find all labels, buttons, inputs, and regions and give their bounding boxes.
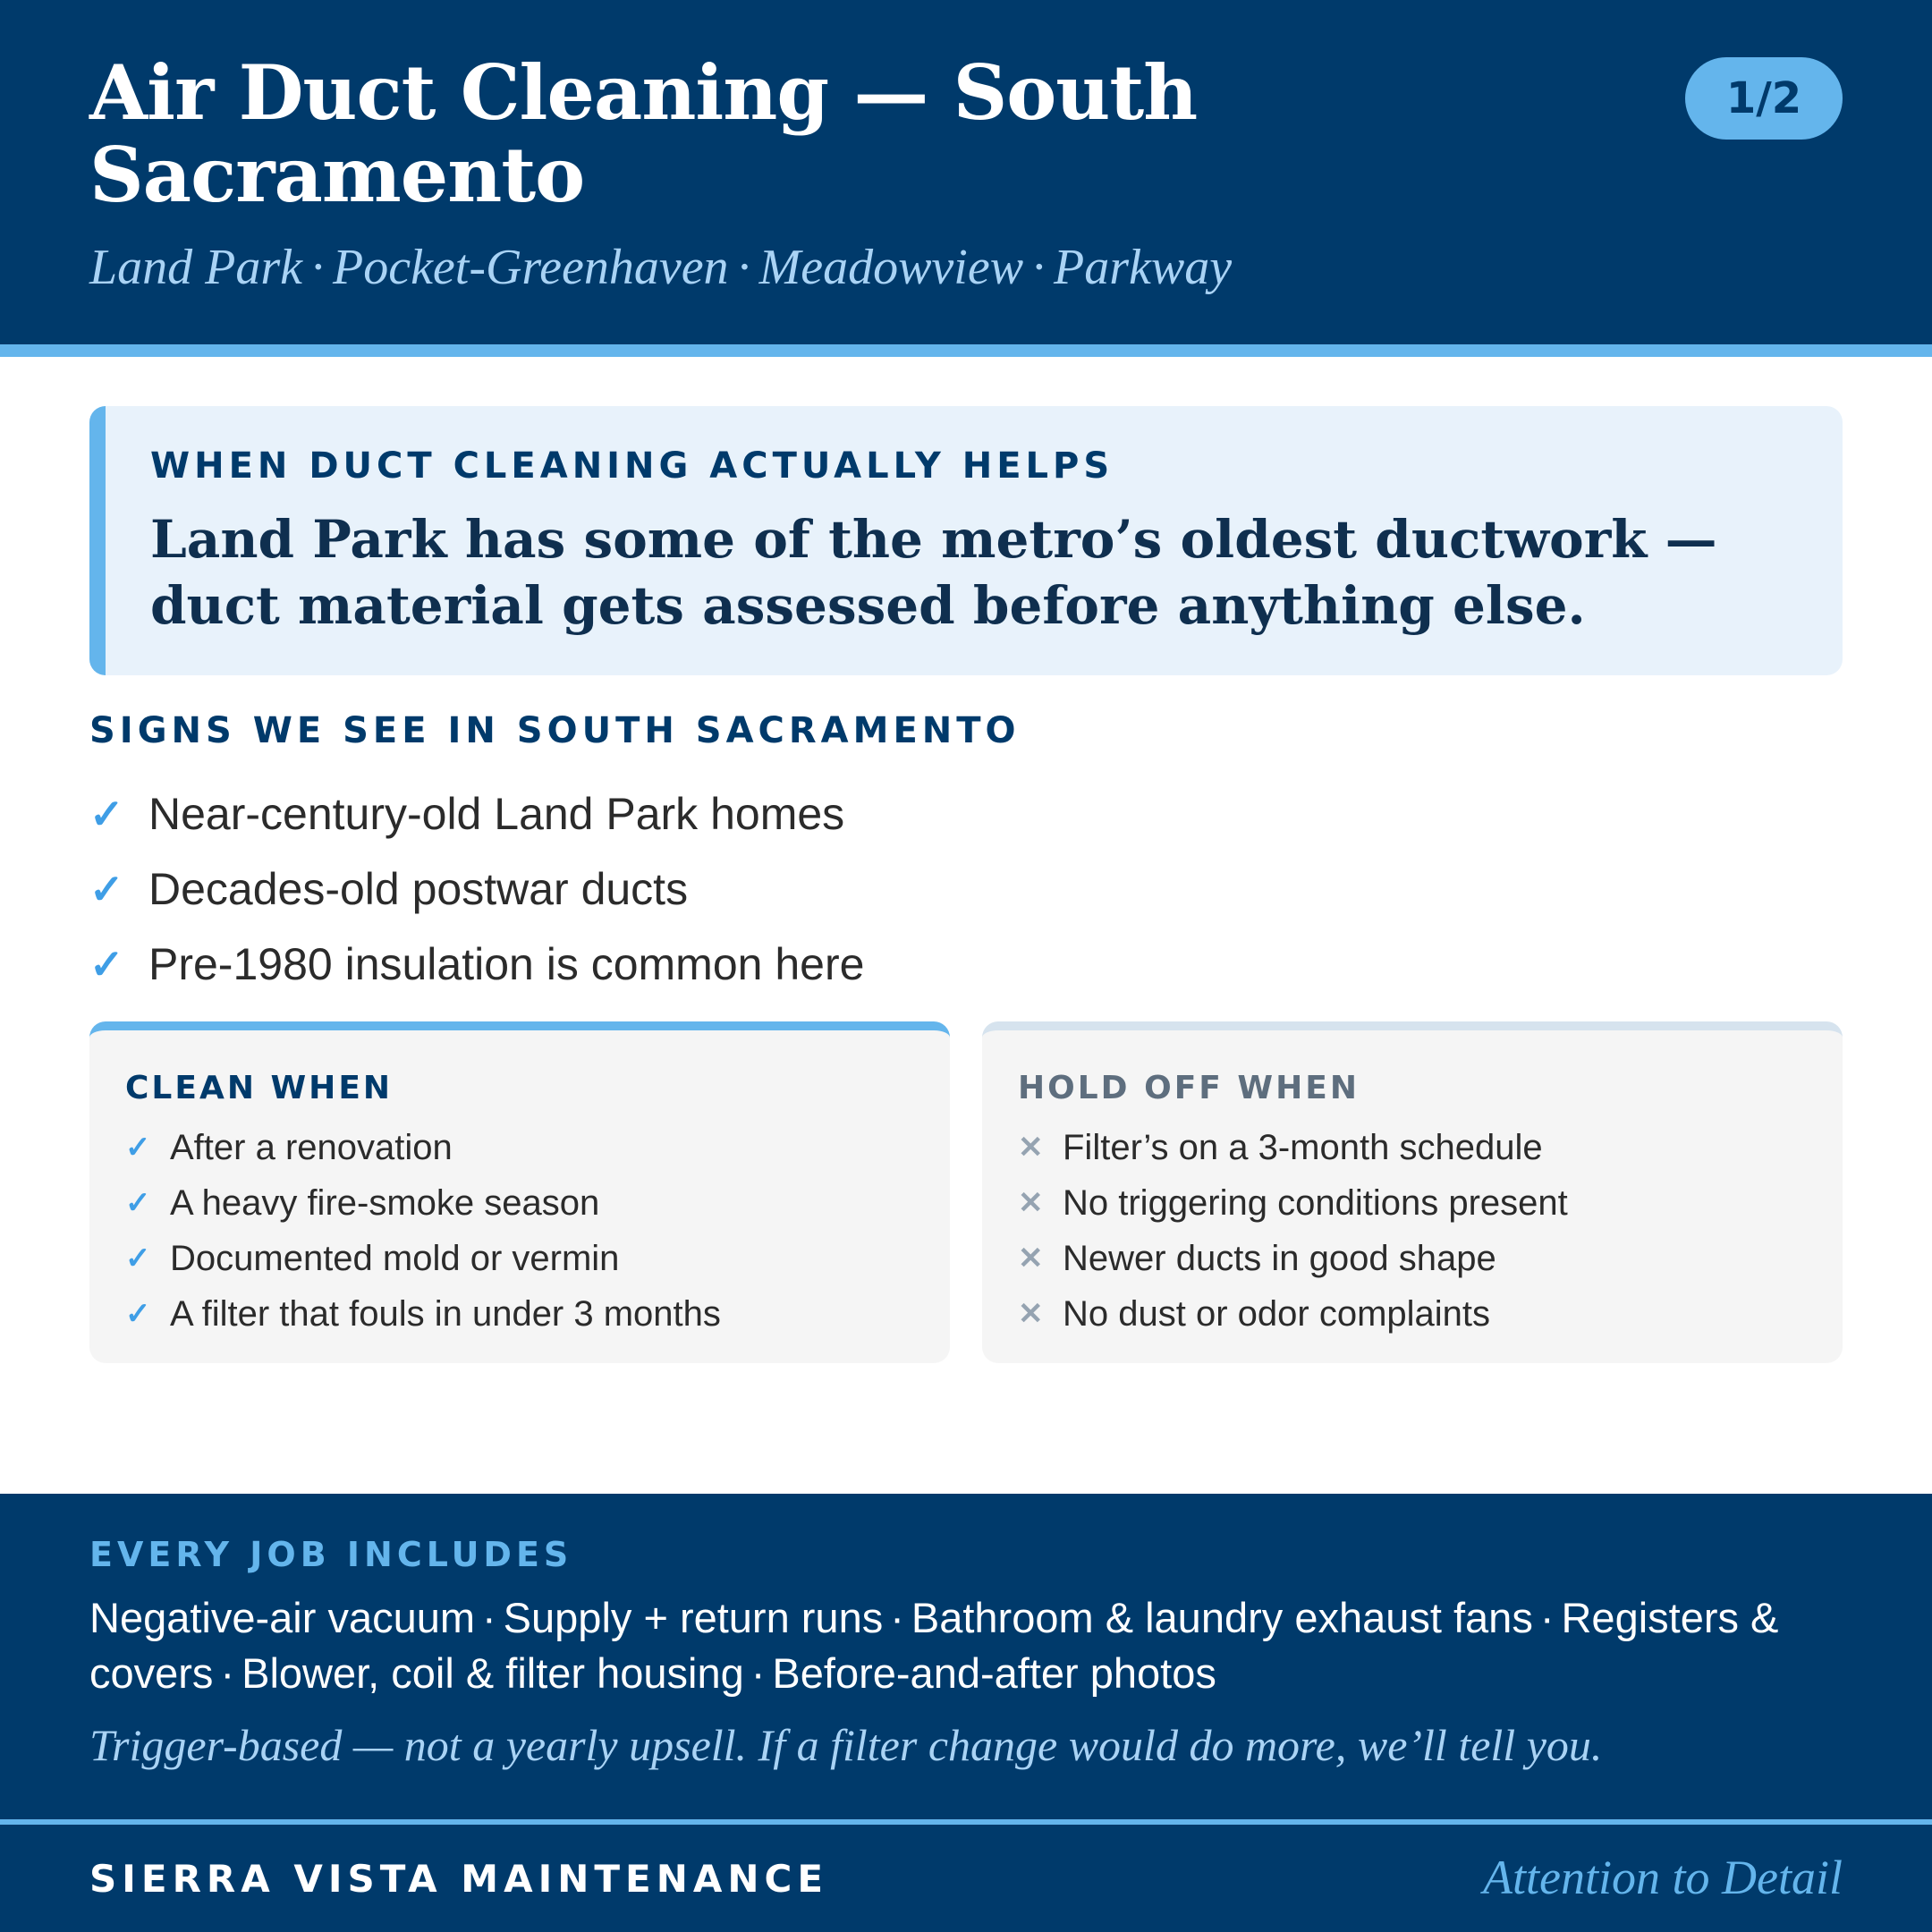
neighborhood: Parkway	[1054, 240, 1233, 295]
callout-box	[89, 406, 1843, 675]
list-item	[89, 776, 864, 852]
check-icon: ✓	[125, 1241, 151, 1275]
list-item	[125, 1231, 721, 1286]
neighborhood: Land Park	[89, 240, 302, 295]
header-divider	[0, 344, 1932, 357]
includes-band	[0, 1494, 1932, 1819]
page-indicator-badge: 1/2	[1685, 57, 1843, 140]
item-text: No triggering conditions present	[1063, 1182, 1568, 1223]
clean-when-heading: CLEAN WHEN	[125, 1070, 394, 1106]
check-icon: ✓	[89, 941, 124, 987]
check-icon: ✓	[125, 1131, 151, 1165]
callout-text: Land Park has some of the metro’s oldest ductwork — duct material gets assessed before anything else.	[150, 509, 1717, 636]
includes-note: Trigger-based — not a yearly upsell. If a filter change would do more, we’ll tell you.	[89, 1720, 1603, 1770]
separator: ·	[750, 1649, 766, 1697]
list-item	[1018, 1231, 1568, 1286]
item-text: No dust or odor complaints	[1063, 1293, 1491, 1334]
hold-off-when-card	[982, 1021, 1843, 1363]
separator: ·	[220, 1649, 235, 1697]
check-icon: ✓	[89, 866, 124, 912]
check-icon: ✓	[89, 791, 124, 837]
list-item	[1018, 1120, 1568, 1175]
item-text: Filter’s on a 3-month schedule	[1063, 1127, 1543, 1167]
neighborhood: Pocket-Greenhaven	[333, 240, 729, 295]
x-icon: ✕	[1018, 1186, 1044, 1220]
include-item: Registers & covers	[89, 1594, 1779, 1697]
item-text: Newer ducts in good shape	[1063, 1238, 1496, 1278]
check-icon: ✓	[125, 1297, 151, 1331]
include-item: Blower, coil & filter housing	[242, 1649, 744, 1697]
brand-name: SIERRA VISTA MAINTENANCE	[89, 1857, 829, 1901]
includes-list	[89, 1590, 1843, 1701]
list-item	[1018, 1286, 1568, 1342]
separator: ·	[1032, 240, 1046, 295]
list-item	[1018, 1175, 1568, 1231]
item-text: After a renovation	[170, 1127, 453, 1167]
x-icon: ✕	[1018, 1241, 1044, 1275]
tagline: Attention to Detail	[1483, 1851, 1843, 1904]
separator: ·	[1539, 1594, 1555, 1641]
list-item	[89, 852, 864, 927]
footer	[0, 1825, 1932, 1932]
includes-heading: EVERY JOB INCLUDES	[89, 1535, 573, 1574]
clean-when-card	[89, 1021, 950, 1363]
item-text: Documented mold or vermin	[170, 1238, 620, 1278]
sign-text: Pre-1980 insulation is common here	[148, 939, 865, 989]
neighborhood: Meadowview	[758, 240, 1024, 295]
list-item	[125, 1175, 721, 1231]
separator: ·	[890, 1594, 904, 1641]
sign-text: Decades-old postwar ducts	[148, 864, 689, 914]
list-item	[125, 1286, 721, 1342]
hold-off-when-list	[1018, 1120, 1568, 1342]
x-icon: ✕	[1018, 1297, 1044, 1331]
hold-off-when-heading: HOLD OFF WHEN	[1018, 1070, 1360, 1106]
x-icon: ✕	[1018, 1131, 1044, 1165]
signs-heading: SIGNS WE SEE IN SOUTH SACRAMENTO	[89, 710, 1021, 751]
item-text: A heavy fire-smoke season	[170, 1182, 600, 1223]
list-item	[125, 1120, 721, 1175]
item-text: A filter that fouls in under 3 months	[170, 1293, 721, 1334]
callout-kicker: WHEN DUCT CLEANING ACTUALLY HELPS	[150, 445, 1114, 487]
list-item	[89, 927, 864, 1002]
signs-list	[89, 776, 864, 1002]
include-item: Before-and-after photos	[772, 1649, 1216, 1697]
sign-text: Near-century-old Land Park homes	[148, 789, 845, 839]
neighborhood-list	[89, 238, 1232, 297]
include-item: Negative-air vacuum	[89, 1594, 476, 1641]
check-icon: ✓	[125, 1186, 151, 1220]
header	[0, 0, 1932, 344]
include-item: Bathroom & laundry exhaust fans	[911, 1594, 1533, 1641]
include-item: Supply + return runs	[503, 1594, 884, 1641]
separator: ·	[311, 240, 324, 295]
separator: ·	[737, 240, 750, 295]
callout-accent-bar	[89, 406, 106, 675]
page-title: Air Duct Cleaning — South Sacramento	[89, 48, 1198, 219]
clean-when-list	[125, 1120, 721, 1342]
separator: ·	[482, 1594, 496, 1641]
